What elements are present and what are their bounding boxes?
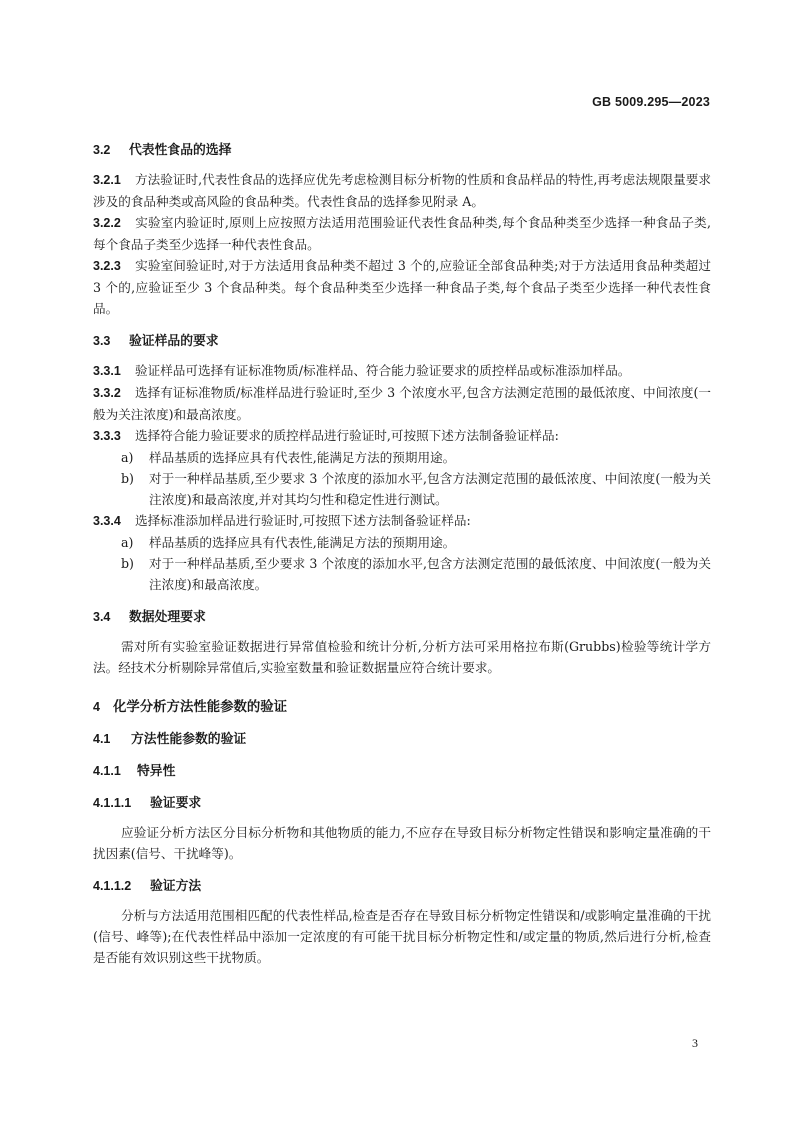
section-3-2-heading	[93, 140, 711, 160]
section-number: 4.1	[93, 732, 111, 746]
section-4-1-1-1-heading	[93, 793, 711, 813]
section-title: 验证方法	[150, 878, 202, 893]
clause-text: 选择标准添加样品进行验证时,可按照下述方法制备验证样品:	[135, 513, 471, 528]
section-title: 验证要求	[150, 795, 202, 810]
section-title: 方法性能参数的验证	[131, 731, 247, 746]
list-label: b)	[121, 556, 134, 571]
section-number: 3.3	[93, 334, 111, 348]
section-number: 4	[93, 700, 100, 714]
clause-3-3-3	[93, 425, 711, 447]
clause-number: 3.3.4	[93, 514, 121, 528]
list-label: a)	[121, 535, 134, 550]
page-number: 3	[692, 1036, 698, 1050]
chapter-4-heading	[93, 697, 711, 717]
section-title: 化学分析方法性能参数的验证	[113, 699, 288, 714]
section-3-3-heading	[93, 331, 711, 351]
section-title: 代表性食品的选择	[129, 142, 232, 157]
paragraph-4-1-1-1: 应验证分析方法区分目标分析物和其他物质的能力,不应存在导致目标分析物定性错误和影响定量准确的干扰因素(信号、干扰峰等)。	[93, 825, 711, 861]
list-item	[93, 553, 711, 595]
section-number: 3.2	[93, 143, 111, 157]
section-4-1-1-heading	[93, 761, 711, 781]
clause-text: 选择符合能力验证要求的质控样品进行验证时,可按照下述方法制备验证样品:	[135, 428, 559, 443]
clause-number: 3.3.3	[93, 429, 121, 443]
section-4-1-heading	[93, 729, 711, 749]
clause-number: 3.3.1	[93, 364, 121, 378]
clause-number: 3.2.1	[93, 173, 121, 187]
clause-text: 实验室间验证时,对于方法适用食品种类不超过 3 个的,应验证全部食品种类;对于方法适用食品种类超过 3 个的,应验证至少 3 个食品种类。每个食品种类至少选择一种食品子类,每个食品子类至少选择一种代表性食品。	[93, 258, 711, 316]
section-title: 验证样品的要求	[129, 333, 219, 348]
paragraph-3-4: 需对所有实验室验证数据进行异常值检验和统计分析,分析方法可采用格拉布斯(Grubbs)检验等统计学方法。经技术分析剔除异常值后,实验室数量和验证数据量应符合统计要求。	[93, 639, 711, 675]
clause-number: 3.3.2	[93, 386, 121, 400]
clause-text: 实验室内验证时,原则上应按照方法适用范围验证代表性食品种类,每个食品种类至少选择一种食品子类,每个食品子类至少选择一种代表性食品。	[93, 215, 711, 252]
paragraph-4-1-1-2: 分析与方法适用范围相匹配的代表性样品,检查是否存在导致目标分析物定性错误和/或影响定量准确的干扰(信号、峰等);在代表性样品中添加一定浓度的有可能干扰目标分析物定性和/或定量的物质,然后进行分析,检查是否能有效识别这些干扰物质。	[93, 908, 711, 965]
clause-3-3-1	[93, 360, 711, 382]
list-text: 样品基质的选择应具有代表性,能满足方法的预期用途。	[149, 535, 456, 550]
section-number: 4.1.1.1	[93, 796, 132, 810]
clause-3-3-2	[93, 382, 711, 425]
clause-3-2-1	[93, 169, 711, 212]
list-label: a)	[121, 450, 134, 465]
list-item	[93, 447, 711, 468]
section-title: 特异性	[137, 763, 176, 778]
section-title: 数据处理要求	[129, 609, 206, 624]
clause-3-3-4	[93, 510, 711, 532]
clause-text: 选择有证标准物质/标准样品进行验证时,至少 3 个浓度水平,包含方法测定范围的最低浓度、中间浓度(一般为关注浓度)和最高浓度。	[93, 385, 711, 422]
clause-text: 验证样品可选择有证标准物质/标准样品、符合能力验证要求的质控样品或标准添加样品。	[135, 363, 631, 378]
clause-3-2-3	[93, 255, 711, 319]
list-item	[93, 468, 711, 510]
section-number: 4.1.1.2	[93, 879, 132, 893]
list-text: 样品基质的选择应具有代表性,能满足方法的预期用途。	[149, 450, 456, 465]
section-4-1-1-2-heading	[93, 876, 711, 896]
clause-3-2-2	[93, 212, 711, 255]
section-number: 3.4	[93, 610, 111, 624]
list-item	[93, 532, 711, 553]
list-label: b)	[121, 471, 134, 486]
clause-text: 方法验证时,代表性食品的选择应优先考虑检测目标分析物的性质和食品样品的特性,再考虑法规限量要求涉及的食品种类或高风险的食品种类。代表性食品的选择参见附录 A。	[93, 172, 711, 209]
clause-number: 3.2.3	[93, 259, 121, 273]
section-number: 4.1.1	[93, 764, 121, 778]
standard-code: GB 5009.295—2023	[592, 95, 710, 109]
clause-number: 3.2.2	[93, 216, 121, 230]
section-3-4-heading	[93, 607, 711, 627]
document-body	[93, 140, 711, 968]
list-text: 对于一种样品基质,至少要求 3 个浓度的添加水平,包含方法测定范围的最低浓度、中间浓度(一般为关注浓度)和最高浓度,并对其均匀性和稳定性进行测试。	[149, 471, 711, 507]
list-text: 对于一种样品基质,至少要求 3 个浓度的添加水平,包含方法测定范围的最低浓度、中间浓度(一般为关注浓度)和最高浓度。	[149, 556, 711, 592]
